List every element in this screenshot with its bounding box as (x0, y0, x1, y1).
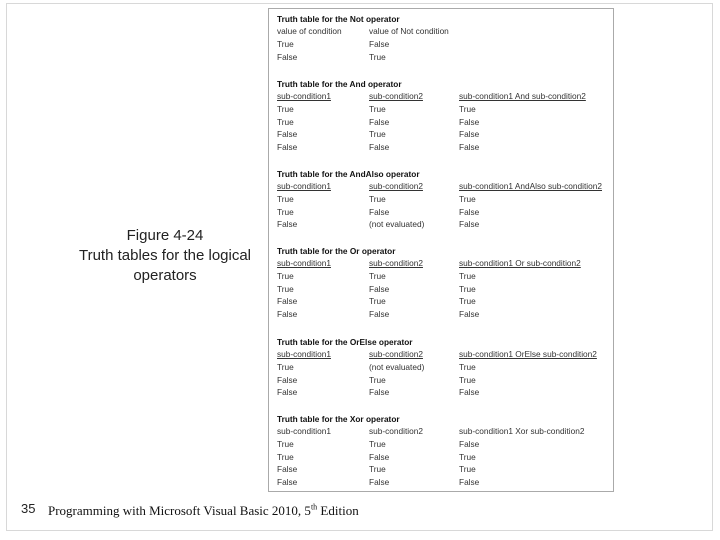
table-cell: False (459, 206, 480, 217)
table-cell: False (277, 464, 298, 475)
caption-line-3: operators (133, 267, 197, 284)
table-cell: True (277, 206, 294, 217)
table-cell: False (459, 142, 480, 153)
slide-number: 35 (21, 501, 36, 516)
table-cell: True (277, 193, 294, 204)
header-cell: sub-condition2 (369, 349, 423, 359)
table-cell: False (277, 387, 298, 398)
table-cell: (not evaluated) (369, 361, 425, 372)
table-cell: False (369, 309, 390, 320)
andalso-truth-table (277, 168, 607, 231)
table-cell: True (277, 361, 294, 372)
table-row (277, 193, 607, 206)
table-row (277, 386, 607, 399)
header-cell: sub-condition2 (369, 426, 423, 436)
figure-caption (60, 226, 270, 286)
table-cell: True (369, 464, 386, 475)
table-cell: (not evaluated) (369, 219, 425, 230)
table-cell: False (277, 219, 298, 230)
table-title: Truth table for the Xor operator (277, 414, 400, 424)
header-cell: sub-condition1 (277, 181, 331, 191)
table-cell: True (369, 438, 386, 449)
table-header-row (277, 25, 607, 38)
table-row (277, 374, 607, 387)
table-cell: False (277, 51, 298, 62)
table-row (277, 141, 607, 154)
header-cell: sub-condition1 OrElse sub-condition2 (459, 349, 597, 359)
table-header-row (277, 257, 607, 270)
table-cell: True (277, 270, 294, 281)
table-cell: False (369, 283, 390, 294)
table-row (277, 283, 607, 296)
table-cell: False (459, 129, 480, 140)
table-header-row (277, 348, 607, 361)
table-cell: True (459, 361, 476, 372)
table-row (277, 116, 607, 129)
table-cell: False (459, 387, 480, 398)
table-cell: True (459, 296, 476, 307)
header-cell: sub-condition2 (369, 91, 423, 101)
table-cell: False (459, 116, 480, 127)
header-cell: sub-condition2 (369, 181, 423, 191)
table-row (277, 206, 607, 219)
table-cell: False (459, 309, 480, 320)
footer-book-title (48, 503, 359, 519)
table-cell: False (369, 477, 390, 488)
footer-title-end: Edition (317, 503, 359, 518)
table-cell: False (369, 142, 390, 153)
table-cell: False (369, 451, 390, 462)
table-row (277, 218, 607, 231)
table-cell: False (369, 38, 390, 49)
table-cell: True (277, 38, 294, 49)
table-cell: False (277, 296, 298, 307)
table-cell: True (277, 116, 294, 127)
table-cell: True (459, 283, 476, 294)
table-cell: True (369, 103, 386, 114)
header-cell: sub-condition1 (277, 349, 331, 359)
table-cell: False (277, 477, 298, 488)
header-cell: sub-condition1 (277, 258, 331, 268)
table-cell: False (369, 387, 390, 398)
header-cell: value of Not condition (369, 26, 449, 36)
table-cell: False (459, 477, 480, 488)
not-truth-table (277, 13, 607, 63)
table-row (277, 38, 607, 51)
table-row (277, 128, 607, 141)
table-cell: False (369, 116, 390, 127)
header-cell: value of condition (277, 26, 342, 36)
footer-superscript: th (310, 502, 318, 512)
and-truth-table (277, 78, 607, 154)
table-cell: True (369, 296, 386, 307)
table-header-row (277, 425, 607, 438)
table-row (277, 451, 607, 464)
table-title: Truth table for the OrElse operator (277, 337, 413, 347)
table-cell: True (369, 51, 386, 62)
table-row (277, 476, 607, 489)
table-cell: False (459, 219, 480, 230)
table-cell: True (459, 103, 476, 114)
table-cell: False (277, 309, 298, 320)
table-row (277, 51, 607, 64)
table-cell: True (277, 451, 294, 462)
table-cell: True (459, 464, 476, 475)
header-cell: sub-condition1 AndAlso sub-condition2 (459, 181, 602, 191)
caption-line-2: Truth tables for the logical (78, 247, 252, 264)
table-cell: True (459, 374, 476, 385)
header-cell: sub-condition1 Or sub-condition2 (459, 258, 581, 268)
table-title: Truth table for the AndAlso operator (277, 169, 420, 179)
header-cell: sub-condition2 (369, 258, 423, 268)
table-header-row (277, 90, 607, 103)
table-cell: True (369, 270, 386, 281)
table-row (277, 103, 607, 116)
header-cell: sub-condition1 (277, 426, 331, 436)
header-cell: sub-condition1 Xor sub-condition2 (459, 426, 585, 436)
table-title: Truth table for the Not operator (277, 14, 400, 24)
table-cell: True (369, 374, 386, 385)
footer-title-main: Programming with Microsoft Visual Basic 2010, 5 (48, 503, 311, 518)
table-cell: False (277, 142, 298, 153)
table-cell: True (369, 193, 386, 204)
table-row (277, 438, 607, 451)
table-header-row (277, 180, 607, 193)
or-truth-table (277, 245, 607, 321)
table-cell: True (459, 451, 476, 462)
table-cell: False (369, 206, 390, 217)
table-row (277, 270, 607, 283)
table-row (277, 463, 607, 476)
table-cell: True (277, 103, 294, 114)
table-cell: False (277, 374, 298, 385)
header-cell: sub-condition1 (277, 91, 331, 101)
orelse-truth-table (277, 336, 607, 399)
table-title: Truth table for the And operator (277, 79, 402, 89)
table-title: Truth table for the Or operator (277, 246, 396, 256)
table-cell: True (277, 438, 294, 449)
caption-line-1: Figure 4-24 (126, 227, 204, 244)
table-cell: False (277, 129, 298, 140)
table-row (277, 295, 607, 308)
table-row (277, 308, 607, 321)
table-cell: True (277, 283, 294, 294)
table-cell: True (459, 193, 476, 204)
xor-truth-table (277, 413, 607, 489)
truth-tables-figure (268, 8, 614, 492)
header-cell: sub-condition1 And sub-condition2 (459, 91, 586, 101)
table-cell: False (459, 438, 480, 449)
table-cell: True (459, 270, 476, 281)
table-cell: True (369, 129, 386, 140)
table-row (277, 361, 607, 374)
